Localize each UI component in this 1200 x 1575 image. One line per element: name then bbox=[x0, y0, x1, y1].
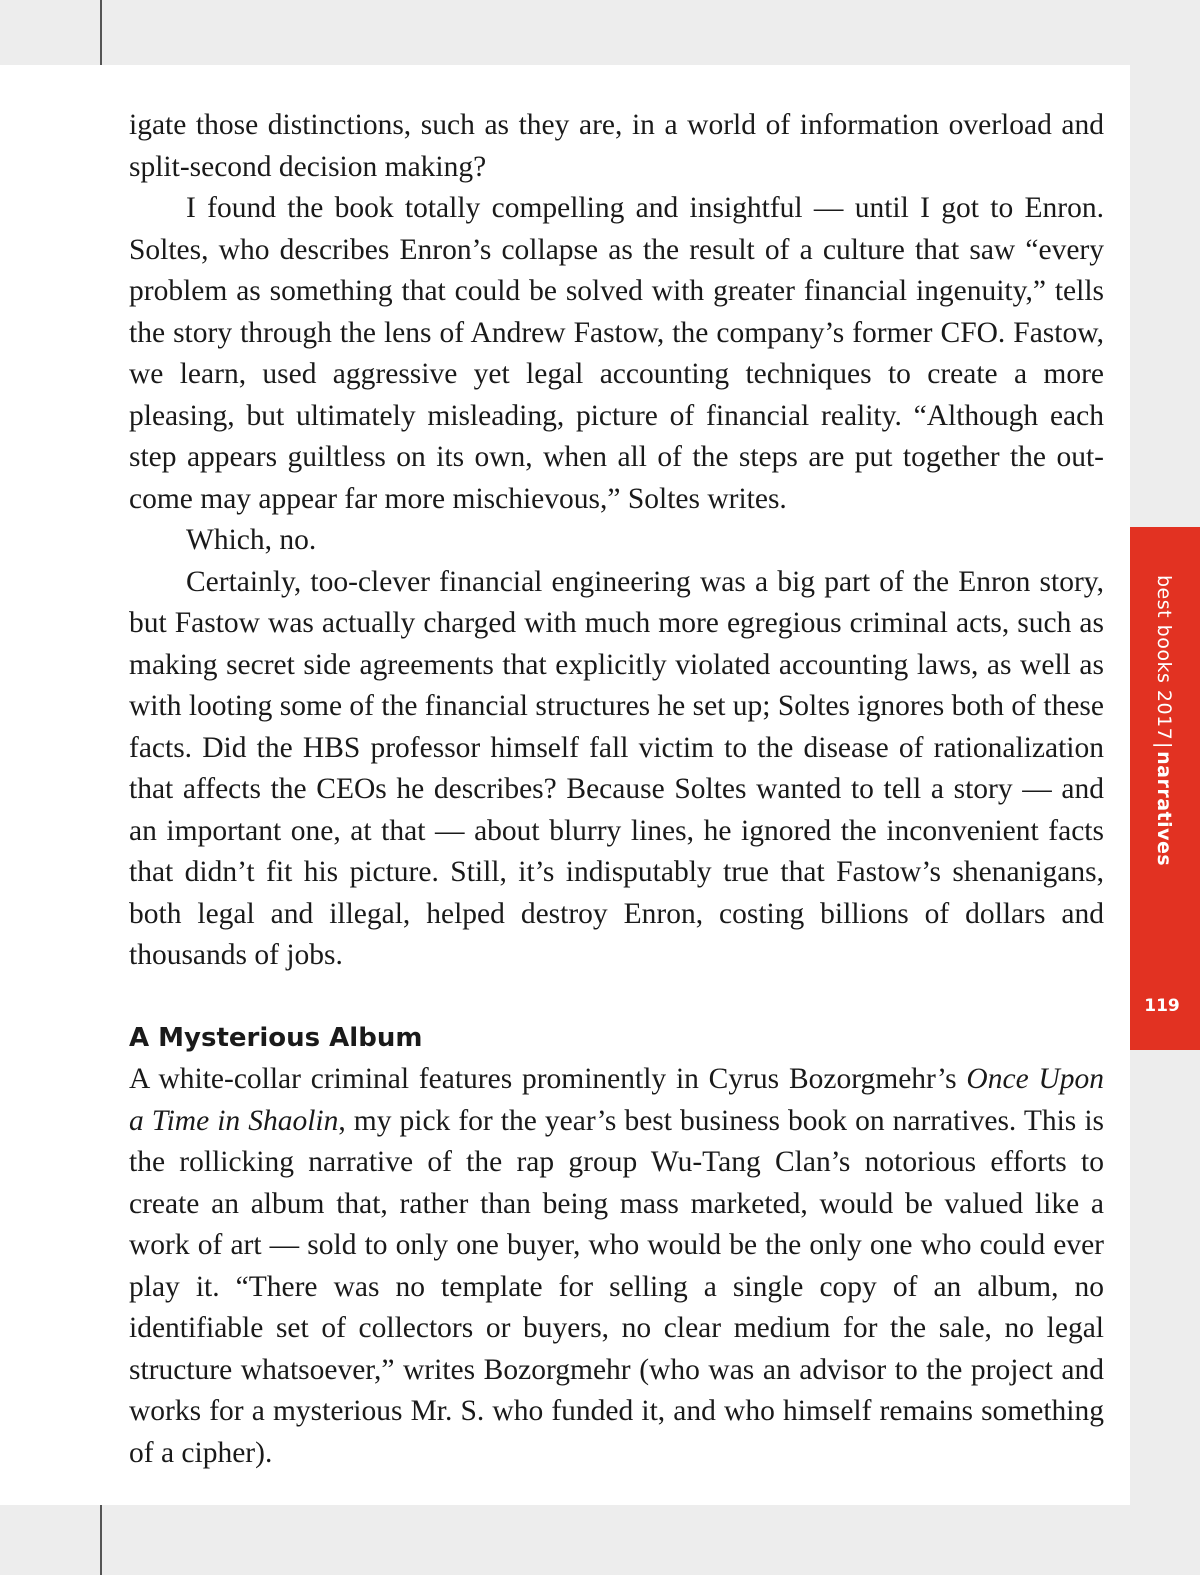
book-title: Once Upon a Time in Shaolin bbox=[129, 1063, 1104, 1137]
page-number: 119 bbox=[1144, 996, 1180, 1016]
paragraph-album bbox=[129, 1059, 1104, 1474]
section-label: narratives bbox=[1153, 751, 1175, 867]
book-page bbox=[0, 65, 1130, 1505]
album-lead-text: A white-collar criminal features prominently in Cyrus Bozorgmehr’s bbox=[129, 1063, 967, 1095]
paragraph-fastow: Certainly, too-clever financial engineering was a big part of the Enron story, but Fastow was actually charged with much more egregious criminal acts, such as making secret side agreements that explicitly violated accounting laws, as well as with looting some of the financial structures he set up; Soltes ignores both of these facts. Did the HBS professor himself fall victim to the disease of rationalization that affects the CEOs he describes? Because Soltes wanted to tell a story — and an important one, at that — about blurry lines, he ignored the inconvenient facts that didn’t fit his picture. Still, it’s indisputably true that Fastow’s shenanigans, both legal and illegal, helped destroy Enron, costing billions of dollars and thousands of jobs. bbox=[129, 565, 1104, 971]
album-rest-text: , my pick for the year’s best business book on narratives. This is the rollicking narrative of the rap group Wu-Tang Clan’s notorious efforts to create an album that, rather than being mass marketed, would be valued like a work of art — sold to only one buyer, who would be the only one who could ever play it. “There was no template for selling a single copy of an album, no identifiable set of collectors or buyers, no clear medium for the sale, no legal structure whatsoever,” writes Bozorgmehr (who was an advisor to the project and works for a mysterious Mr. S. who funded it, and who himself remains something of a cipher). bbox=[129, 1104, 1104, 1469]
paragraph-enron: I found the book totally compelling and insightful — until I got to Enron. Soltes, who describes Enron’s collapse as the result of a culture that saw “every problem as something that could be solved with greater financial ingenuity,” tells the story through the lens of Andrew Fastow, the company’s former CFO. Fastow, we learn, used aggressive yet legal accounting techniques to create a more pleasing, but ultimately misleading, picture of financial reality. “Although each step appears guiltless on its own, when all of the steps are put together the outcome may appear far more mischievous,” Soltes writes. bbox=[129, 192, 1104, 515]
paragraph-continued: igate those distinctions, such as they are, in a world of information overload and split-second decision making? bbox=[129, 109, 1104, 183]
section-heading: A Mysterious Album bbox=[129, 1022, 423, 1053]
tab-separator: | bbox=[1153, 742, 1175, 750]
body-text bbox=[129, 105, 1104, 1474]
paragraph-which-no: Which, no. bbox=[186, 524, 317, 556]
section-tab-label bbox=[1147, 575, 1181, 866]
series-label: best books 2017 bbox=[1153, 575, 1175, 741]
